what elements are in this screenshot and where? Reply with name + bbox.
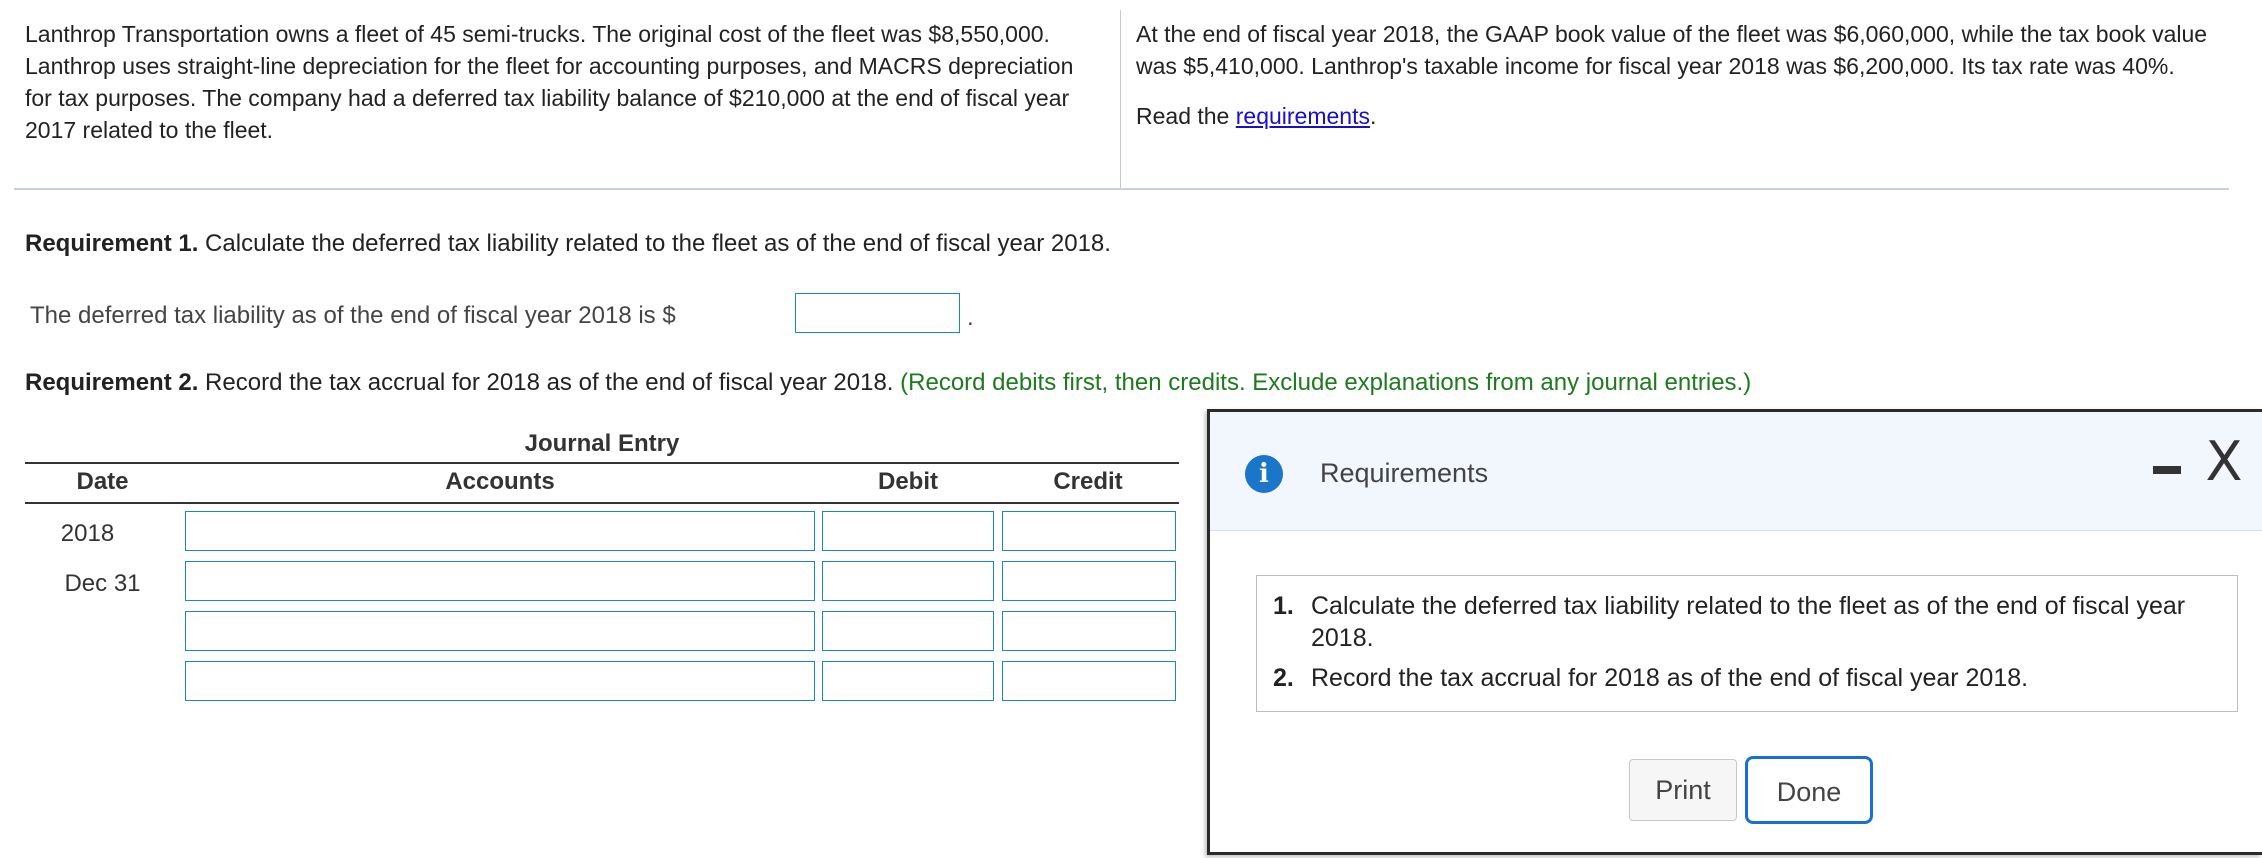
dialog-header	[1210, 412, 2262, 531]
debit-column-header: Debit	[878, 468, 938, 495]
list-item-number: 2.	[1273, 664, 1294, 692]
read-prefix: Read the	[1136, 103, 1236, 129]
journal-credit-input-1[interactable]	[1002, 511, 1176, 551]
accounts-column-header: Accounts	[445, 468, 555, 495]
list-item-text: Calculate the deferred tax liability related to the fleet as of the end of fiscal year 2018.	[1311, 592, 2186, 652]
requirements-list	[1256, 575, 2238, 712]
date-day: Dec 31	[64, 570, 141, 597]
requirements-list-item	[1273, 590, 2191, 654]
requirement-1-heading	[25, 228, 1111, 260]
deferred-tax-prompt: The deferred tax liability as of the end of fiscal year 2018 is $	[30, 302, 676, 329]
section-divider	[14, 188, 2229, 190]
problem-text-right	[1136, 18, 2236, 132]
requirement-2-text: Record the tax accrual for 2018 as of the end of fiscal year 2018.	[198, 369, 894, 396]
deferred-tax-liability-input[interactable]	[795, 293, 960, 333]
requirements-dialog	[1207, 409, 2262, 855]
done-button[interactable]: Done	[1745, 756, 1873, 824]
minimize-icon[interactable]	[2153, 466, 2181, 474]
dialog-title: Requirements	[1320, 458, 1489, 488]
read-requirements-line	[1136, 100, 2236, 132]
info-icon: i	[1245, 455, 1283, 493]
requirements-list-item	[1273, 662, 2191, 694]
journal-credit-input-2[interactable]	[1002, 561, 1176, 601]
requirement-2-label: Requirement 2.	[25, 369, 199, 396]
journal-entry-title: Journal Entry	[524, 430, 680, 457]
requirement-2-heading	[25, 367, 1751, 399]
requirement-1-text: Calculate the deferred tax liability related to the fleet as of the end of fiscal year 2018.	[198, 230, 1111, 257]
journal-top-rule	[25, 462, 1179, 464]
problem-right-paragraph: At the end of fiscal year 2018, the GAAP book value of the fleet was $6,060,000, while the tax book value was $5,410,000. Lanthrop's taxable income for fiscal year 2018 was $6,200,000. Its tax rate was 40%.	[1136, 21, 2208, 79]
requirements-link[interactable]: requirements	[1235, 103, 1370, 129]
requirement-1-label: Requirement 1.	[25, 230, 199, 257]
credit-column-header: Credit	[1053, 468, 1123, 495]
read-suffix: .	[1369, 103, 1377, 129]
journal-credit-input-3[interactable]	[1002, 611, 1176, 651]
close-icon[interactable]: X	[2205, 430, 2243, 493]
date-year: 2018	[60, 520, 115, 547]
journal-debit-input-2[interactable]	[822, 561, 994, 601]
journal-credit-input-4[interactable]	[1002, 661, 1176, 701]
journal-account-input-2[interactable]	[185, 561, 815, 601]
list-item-number: 1.	[1273, 592, 1294, 620]
list-item-text: Record the tax accrual for 2018 as of the end of fiscal year 2018.	[1311, 664, 2029, 692]
journal-header-rule	[25, 502, 1179, 504]
answer-suffix: .	[967, 304, 974, 331]
journal-debit-input-1[interactable]	[822, 511, 994, 551]
journal-account-input-1[interactable]	[185, 511, 815, 551]
print-button[interactable]: Print	[1629, 759, 1737, 821]
problem-column-divider	[1120, 10, 1121, 188]
requirement-2-instruction: (Record debits first, then credits. Exclude explanations from any journal entries.)	[900, 369, 1752, 396]
journal-account-input-4[interactable]	[185, 661, 815, 701]
journal-debit-input-4[interactable]	[822, 661, 994, 701]
journal-account-input-3[interactable]	[185, 611, 815, 651]
journal-debit-input-3[interactable]	[822, 611, 994, 651]
date-column-header: Date	[76, 468, 129, 495]
problem-text-left: Lanthrop Transportation owns a fleet of 45 semi-trucks. The original cost of the fleet was $8,550,000. Lanthrop uses straight-line depreciation for the fleet for accounting purposes, and MACRS depreciation for tax purposes. The company had a deferred tax liability balance of $210,000 at the end of fiscal year 2017 related to the fleet.	[25, 21, 1074, 143]
